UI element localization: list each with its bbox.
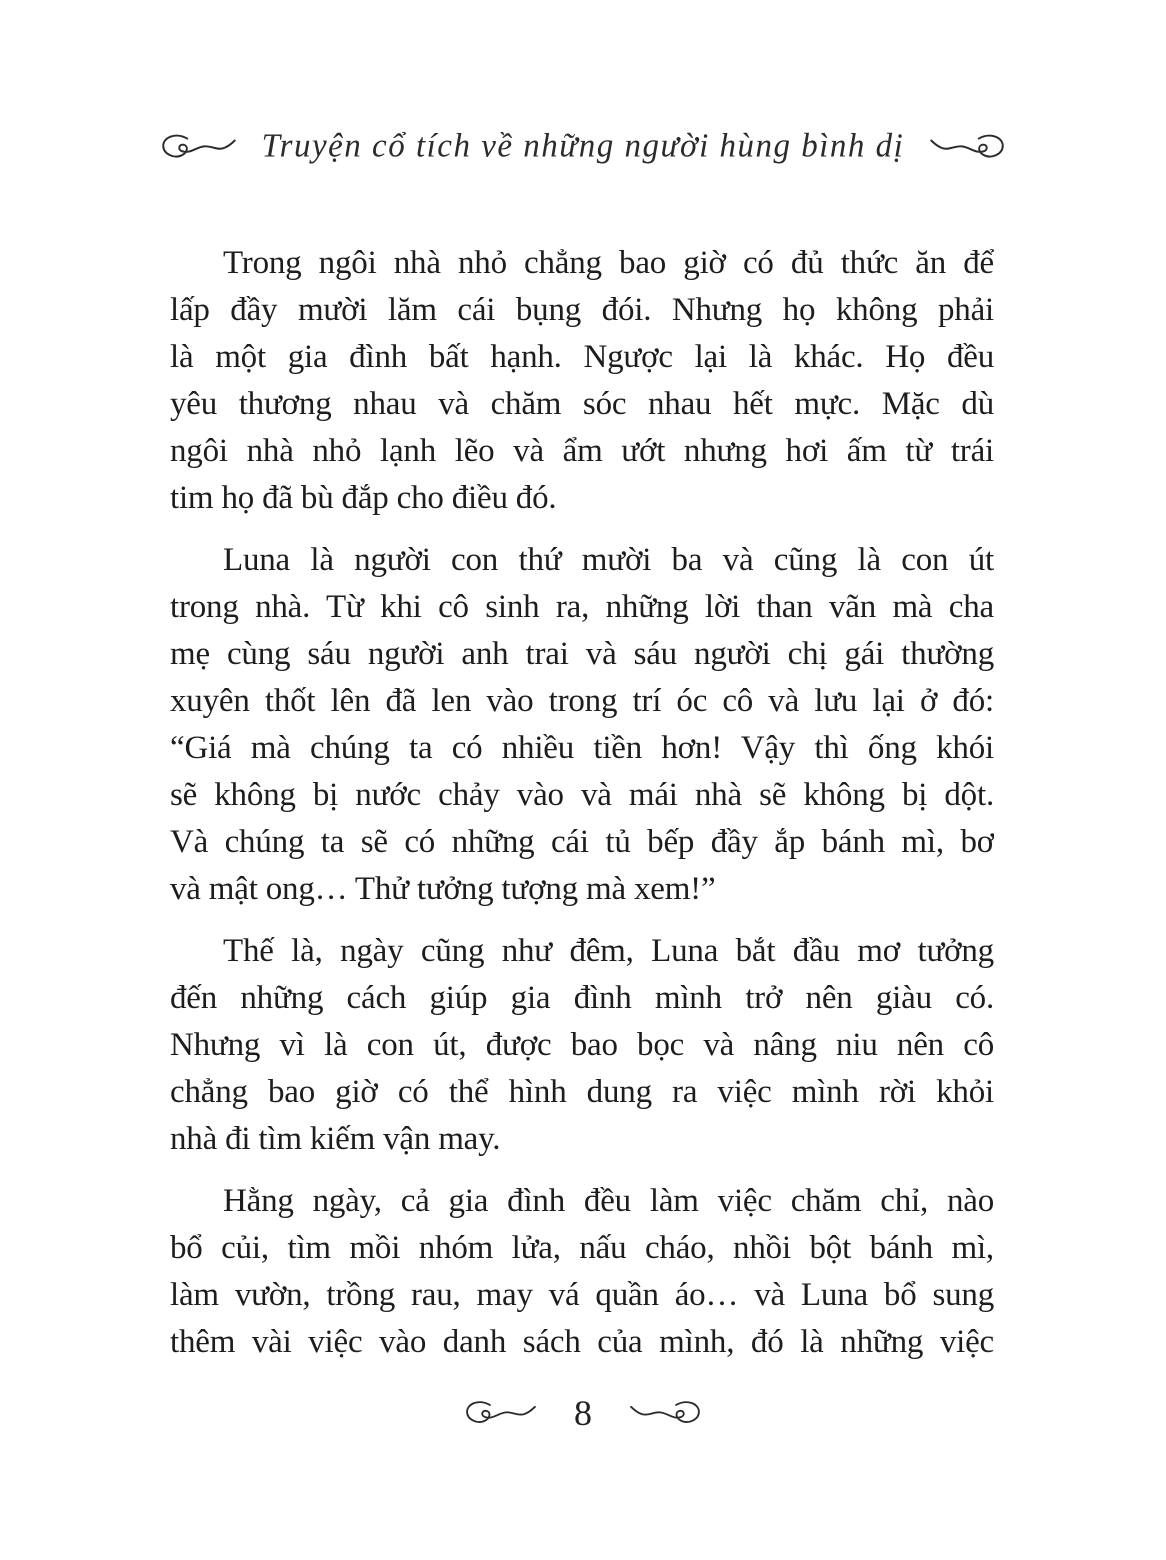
page-footer [0, 1392, 1166, 1434]
text-line: xuyên thốt lên đã len vào trong trí óc cô và lưu lại ở đó: [170, 683, 994, 719]
page-number: 8 [574, 1393, 592, 1433]
text-line: Và chúng ta sẽ có những cái tủ bếp đầy ắp bánh mì, bơ [170, 824, 994, 860]
paragraph [170, 537, 994, 913]
swash-flourish-left-icon [464, 1399, 538, 1427]
text-line: Hằng ngày, cả gia đình đều làm việc chăm chỉ, nào [223, 1183, 994, 1219]
page-body [170, 240, 994, 1366]
text-line: yêu thương nhau và chăm sóc nhau hết mực. Mặc dù [170, 386, 994, 422]
text-line: sẽ không bị nước chảy vào và mái nhà sẽ không bị dột. [170, 777, 994, 813]
swash-flourish-right-icon [628, 1399, 702, 1427]
text-line: và mật ong… Thử tưởng tượng mà xem!” [170, 871, 716, 907]
running-head [0, 128, 1166, 165]
chapter-running-title: Truyện cổ tích về những người hùng bình dị [261, 127, 905, 165]
text-line: trong nhà. Từ khi cô sinh ra, những lời than vãn mà cha [170, 589, 994, 625]
text-line: ngôi nhà nhỏ lạnh lẽo và ẩm ướt nhưng hơi ấm từ trái [170, 433, 994, 469]
text-line: Thế là, ngày cũng như đêm, Luna bắt đầu mơ tưởng [223, 933, 994, 969]
text-line: “Giá mà chúng ta có nhiều tiền hơn! Vậy thì ống khói [170, 730, 994, 766]
text-line: tim họ đã bù đắp cho điều đó. [170, 480, 557, 516]
text-line: Luna là người con thứ mười ba và cũng là con út [223, 542, 994, 578]
text-line: đến những cách giúp gia đình mình trở nên giàu có. [170, 980, 994, 1016]
text-line: Nhưng vì là con út, được bao bọc và nâng niu nên cô [170, 1027, 994, 1063]
swash-flourish-right-icon [928, 132, 1006, 162]
text-line: bổ củi, tìm mồi nhóm lửa, nấu cháo, nhồi bột bánh mì, [170, 1230, 994, 1266]
paragraph [170, 240, 994, 522]
text-line: nhà đi tìm kiếm vận may. [170, 1121, 501, 1157]
paragraph [170, 928, 994, 1163]
text-line: làm vườn, trồng rau, may vá quần áo… và Luna bổ sung [170, 1277, 994, 1313]
text-line: là một gia đình bất hạnh. Ngược lại là khác. Họ đều [170, 339, 994, 375]
swash-flourish-left-icon [160, 132, 238, 162]
text-line: lấp đầy mười lăm cái bụng đói. Nhưng họ không phải [170, 292, 994, 328]
text-line: chẳng bao giờ có thể hình dung ra việc mình rời khỏi [170, 1074, 994, 1110]
text-line: thêm vài việc vào danh sách của mình, đó là những việc [170, 1324, 994, 1360]
text-line: mẹ cùng sáu người anh trai và sáu người chị gái thường [170, 636, 994, 672]
text-line: Trong ngôi nhà nhỏ chẳng bao giờ có đủ thức ăn để [223, 245, 994, 281]
paragraph [170, 1178, 994, 1366]
